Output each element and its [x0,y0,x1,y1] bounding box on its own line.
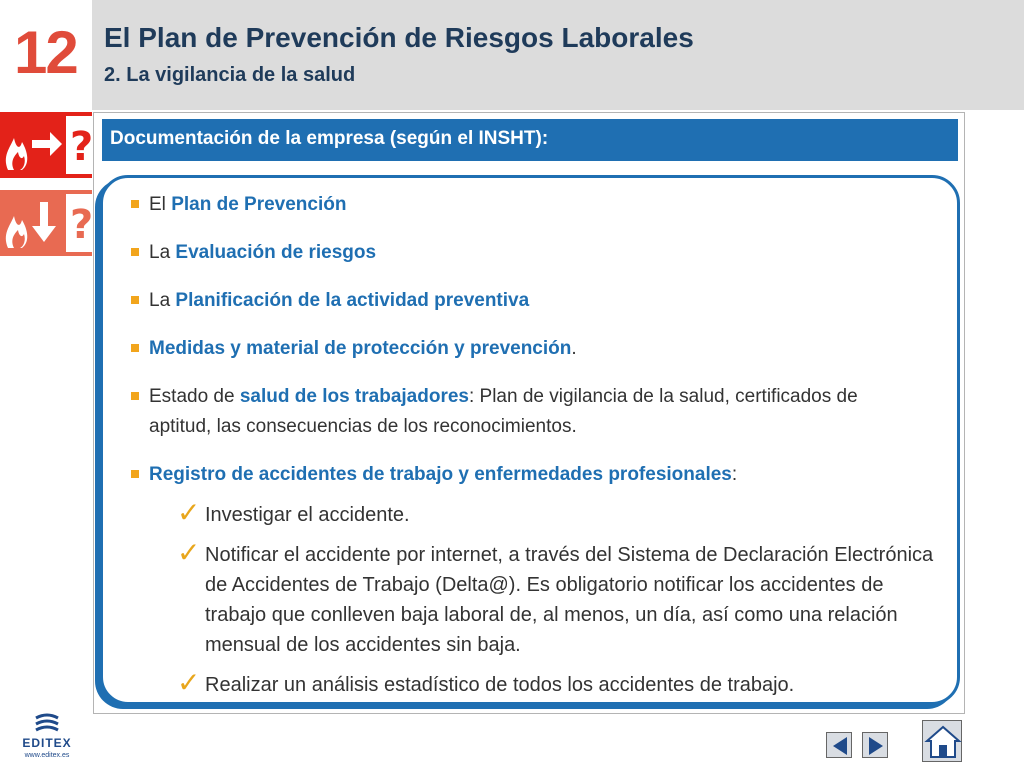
bullet-text: El [149,194,172,215]
home-button[interactable] [922,720,962,762]
square-bullet-icon [131,392,139,400]
logo-url: www.editex.es [24,752,70,759]
bullet-text: . [571,338,577,359]
checkmark-icon: ✓ [177,537,201,568]
svg-text:?: ? [70,124,92,170]
fire-arrow-down-icon [0,190,92,256]
checkmark-icon: ✓ [177,667,201,698]
back-button[interactable] [826,732,852,758]
check-text: Notificar el accidente por internet, a través del Sistema de Declaración Electrónica de Accidentes de Trabajo (Delta@). Es obligatorio notificar los accidentes de trabajo que conlleven baja laboral de, al menos, un día, así como una relación mensual de los accidentes sin baja. [205,544,934,656]
check-text: Realizar un análisis estadístico de todos los accidentes de trabajo. [205,674,795,696]
bullet-highlight: Medidas y material de protección y prevención [149,338,572,359]
editex-logo [14,712,80,762]
bullet-highlight: salud de los trabajadores [239,386,469,407]
chapter-box [0,0,92,110]
bullet-text: La [149,290,176,311]
bullet-text: Estado de [149,386,240,407]
bullet-text: : Plan de vigilancia de la salud, certificados de aptitud, las consecuencias de los reconocimientos. [149,386,858,437]
bullet-text: La [149,242,176,263]
page-title: El Plan de Prevención de Riesgos Laborales [104,22,694,53]
header-bar [92,0,1024,110]
square-bullet-icon [131,470,139,478]
forward-button[interactable] [862,732,888,758]
main-panel [93,112,965,714]
bullet-highlight: Planificación de la actividad preventiva [175,290,530,311]
checkmark-icon: ✓ [177,497,201,528]
section-banner: Documentación de la empresa (según el INSHT): [102,119,958,161]
square-bullet-icon [131,248,139,256]
fire-exit-sign-right [0,112,92,178]
square-bullet-icon [131,344,139,352]
fire-arrow-right-icon [0,112,92,178]
content-box [100,175,960,705]
triangle-left-icon [827,733,853,759]
logo-name: EDITEX [22,736,72,750]
editex-logo-icon [32,712,62,734]
chapter-number: 12 [14,19,77,86]
bullet-highlight: Plan de Prevención [171,194,347,215]
page-subtitle: 2. La vigilancia de la salud [104,64,356,86]
fire-exit-sign-down [0,190,92,256]
bullet-text: : [731,464,738,485]
square-bullet-icon [131,200,139,208]
bullet-highlight: Registro de accidentes de trabajo y enfermedades profesionales [149,464,732,485]
bullet-highlight: Evaluación de riesgos [175,242,377,263]
home-icon [923,721,963,763]
svg-text:?: ? [70,202,92,248]
square-bullet-icon [131,296,139,304]
triangle-right-icon [863,733,889,759]
check-text: Investigar el accidente. [205,504,410,526]
